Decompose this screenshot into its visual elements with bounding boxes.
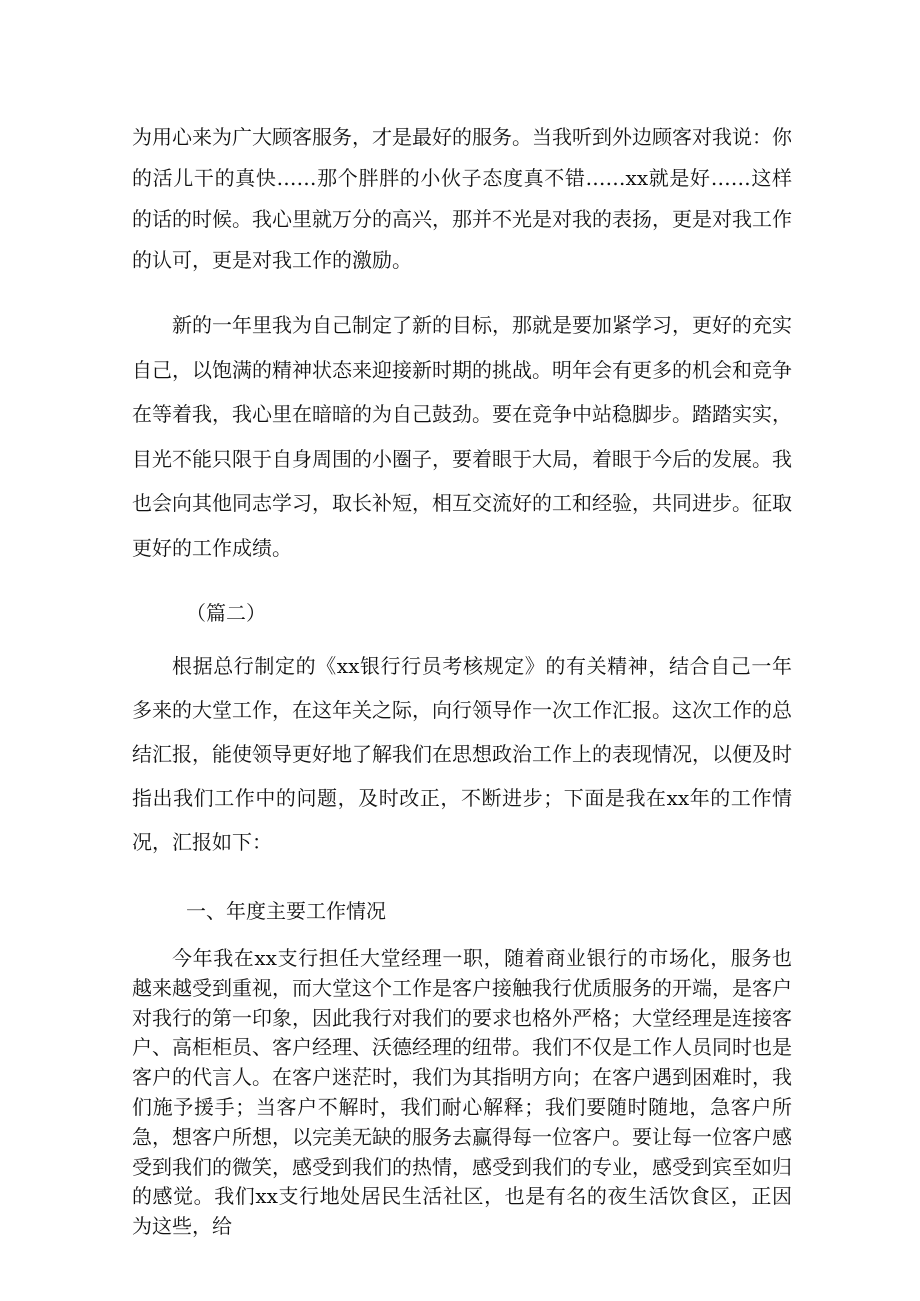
paragraph-work-summary: 今年我在xx支行担任大堂经理一职，随着商业银行的市场化，服务也越来越受到重视，而大堂这个工作是客户接触我行优质服务的开端，是客户对我行的第一印象，因此我行对我们的要求也格外严格；大堂经理是连接客户、高柜柜员、客户经理、沃德经理的纽带。我们不仅是工作人员同时也是客户的代言人。在客户迷茫时，我们为其指明方向；在客户遇到困难时，我们施予援手；当客户不解时，我们耐心解释；我们要随时随地，急客户所急，想客户所想，以完美无缺的服务去赢得每一位客户。要让每一位客户感受到我们的微笑，感受到我们的热情，感受到我们的专业，感受到宾至如归的感觉。我们xx支行地处居民生活社区，也是有名的夜生活饮食区，正因为这些，给 <box>132 946 792 1239</box>
part-heading: （篇二） <box>186 601 266 625</box>
paragraph-new-year-goals: 新的一年里我为自己制定了新的目标，那就是要加紧学习，更好的充实自己，以饱满的精神状态来迎接新时期的挑战。明年会有更多的机会和竞争在等着我，我心里在暗暗的为自己鼓劲。要在竞争中站稳脚步。踏踏实实，目光不能只限于自身周围的小圈子，要着眼于大局，着眼于今后的发展。我也会向其他同志学习，取长补短，相互交流好的工和经验，共同进步。征取更好的工作成绩。 <box>132 313 792 560</box>
section-heading: 一、年度主要工作情况 <box>186 899 386 923</box>
paragraph-intro: 根据总行制定的《xx银行行员考核规定》的有关精神，结合自己一年多来的大堂工作，在这年关之际，向行领导作一次工作汇报。这次工作的总结汇报，能使领导更好地了解我们在思想政治工作上的表现情况，以便及时指出我们工作中的问题，及时改正，不断进步；下面是我在xx年的工作情况，汇报如下： <box>132 654 792 854</box>
paragraph-continued: 为用心来为广大顾客服务，才是最好的服务。当我听到外边顾客对我说：你的活儿干的真快……那个胖胖的小伙子态度真不错……xx就是好……这样的话的时候。我心里就万分的高兴，那并不光是对我的表扬，更是对我工作的认可，更是对我工作的激励。 <box>132 125 792 272</box>
